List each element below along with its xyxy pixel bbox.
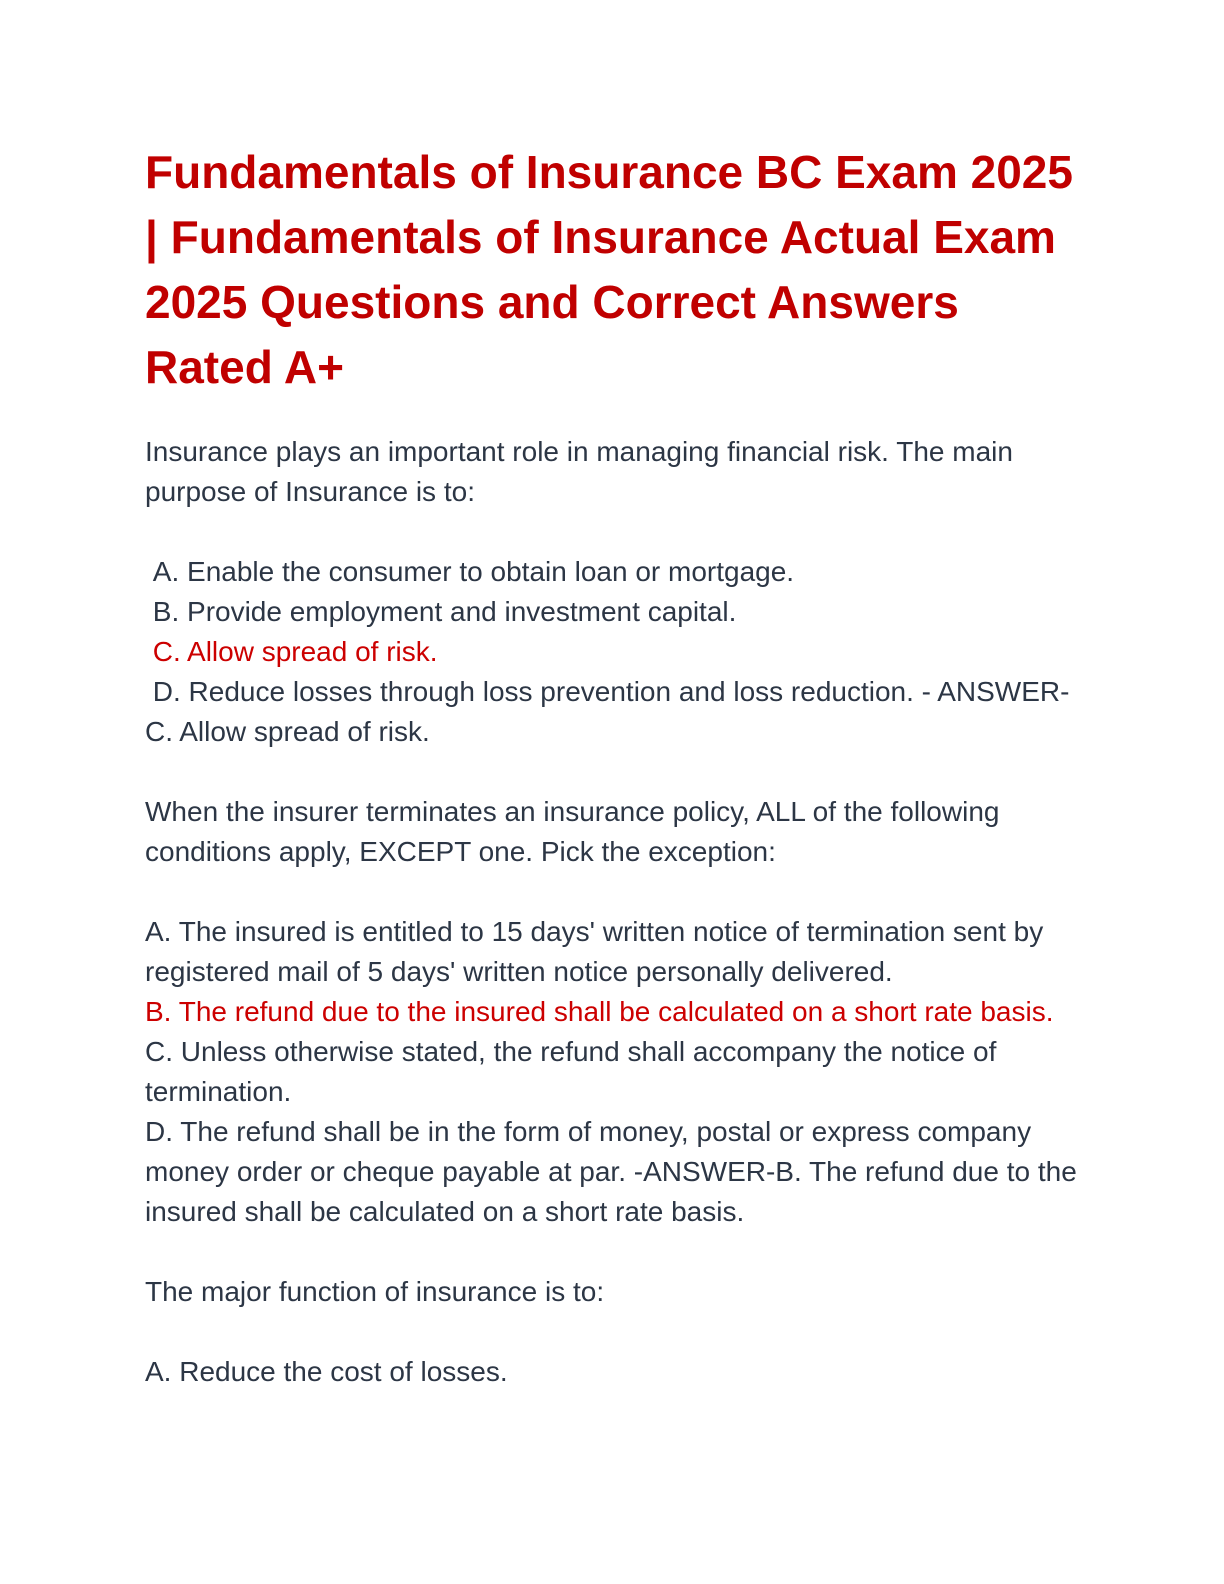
text-paragraph: The major function of insurance is to: xyxy=(145,1276,605,1307)
text-paragraph: C. Unless otherwise stated, the refund shall accompany the notice of termination. xyxy=(145,1036,1005,1107)
text-paragraph: A. Reduce the cost of losses. xyxy=(145,1356,508,1387)
text-paragraph: Insurance plays an important role in managing financial risk. The main purpose of Insurance is to: xyxy=(145,436,1021,507)
text-paragraph: A. The insured is entitled to 15 days' written notice of termination sent by registered mail of 5 days' written notice personally delivered. xyxy=(145,916,1051,987)
blank-line xyxy=(145,872,1080,912)
text-paragraph: B. Provide employment and investment capital. xyxy=(145,596,737,627)
text-paragraph: D. The refund shall be in the form of money, postal or express company money order or cheque payable at par. -ANSWER-B. The refund due to the insured shall be calculated on a short rate basis. xyxy=(145,1116,1085,1227)
answer-highlight-line: B. The refund due to the insured shall be calculated on a short rate basis. xyxy=(145,996,1054,1027)
document-title: Fundamentals of Insurance BC Exam 2025 | Fundamentals of Insurance Actual Exam 2025 Questions and Correct Answers Rated A+ xyxy=(145,146,1073,393)
text-paragraph: When the insurer terminates an insurance policy, ALL of the following conditions apply, EXCEPT one. Pick the exception: xyxy=(145,796,1008,867)
blank-line xyxy=(145,752,1080,792)
text-paragraph: D. Reduce losses through loss prevention and loss reduction. - ANSWER-C. Allow spread of risk. xyxy=(145,676,1070,747)
answer-highlight-line: C. Allow spread of risk. xyxy=(145,636,438,667)
blank-line xyxy=(145,1232,1080,1272)
text-paragraph: A. Enable the consumer to obtain loan or mortgage. xyxy=(145,556,795,587)
blank-line xyxy=(145,1312,1080,1352)
document-body xyxy=(145,432,1085,1392)
blank-line xyxy=(145,512,1080,552)
